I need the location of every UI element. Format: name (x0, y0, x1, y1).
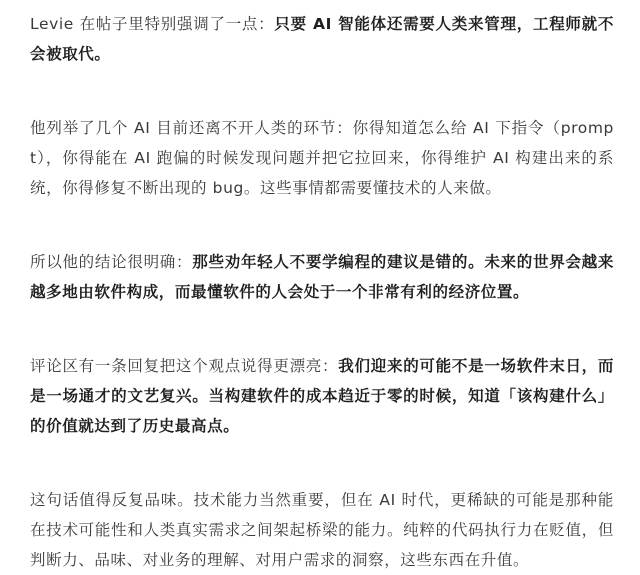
paragraph-4-text: 评论区有一条回复把这个观点说得更漂亮： (30, 357, 339, 375)
paragraph-3 (30, 247, 614, 307)
paragraph-2-text: 他列举了几个 AI 目前还离不开人类的环节：你得知道怎么给 AI 下指令（prompt），你得能在 AI 跑偏的时候发现问题并把它拉回来，你得维护 AI 构建出来的系统，你得修复不断出现的 bug。这些事情都需要懂技术的人来做。 (30, 119, 614, 197)
paragraph-1-emphasis: 只要 AI 智能体还需要人类来管理，工程师就不会被取代。 (30, 15, 614, 63)
article-body (30, 9, 614, 575)
paragraph-2 (30, 113, 614, 203)
paragraph-4-emphasis: 我们迎来的可能不是一场软件末日，而是一场通才的文艺复兴。当构建软件的成本趋近于零的时候，知道「该构建什么」的价值就达到了历史最高点。 (30, 357, 615, 435)
paragraph-3-emphasis: 那些劝年轻人不要学编程的建议是错的。未来的世界会越来越多地由软件构成，而最懂软件的人会处于一个非常有利的经济位置。 (30, 253, 614, 301)
paragraph-5 (30, 485, 614, 575)
paragraph-1-text: Levie 在帖子里特别强调了一点： (30, 15, 275, 33)
paragraph-1 (30, 9, 614, 69)
paragraph-5-text: 这句话值得反复品味。技术能力当然重要，但在 AI 时代，更稀缺的可能是那种能在技术可能性和人类真实需求之间架起桥梁的能力。纯粹的代码执行力在贬值，但判断力、品味、对业务的理解、对用户需求的洞察，这些东西在升值。 (30, 491, 614, 569)
paragraph-4 (30, 351, 614, 441)
paragraph-3-text: 所以他的结论很明确： (30, 253, 193, 271)
